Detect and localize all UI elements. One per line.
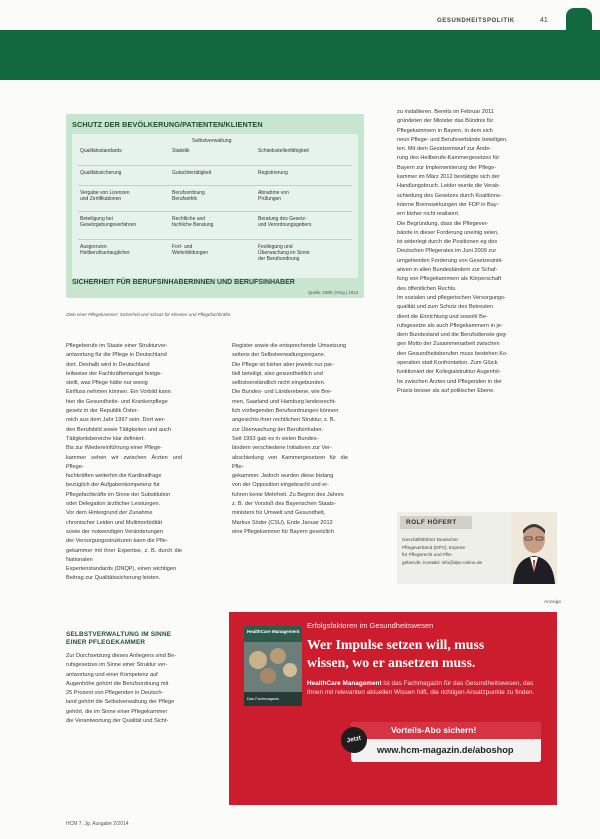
ad-body-text: ist das Fachmagazin für das Gesundheitswesen, das Ihnen mit relevanten aktuellen Wissen hilft, die richtigen Ansatzpunkte zu finden. [307, 680, 535, 696]
section-header: GESUNDHEITSPOLITIK [437, 18, 515, 24]
header-band [0, 30, 600, 80]
text-line: Die Pflege ist bisher aber jeweils nur par- [232, 361, 334, 368]
text-line: teilweise der Fachkräftemangel festge- [66, 370, 163, 377]
text-line: tiell beteiligt, also gesundheitlich und [232, 370, 323, 377]
ad-headline [307, 636, 484, 672]
text-line: oder Delegation ärztlicher Leistungen. [66, 501, 161, 508]
text-line: gen Motto der Zusammenarbeit zwischen [397, 341, 500, 348]
text-line: antwortung für die Pflege in Deutschland [66, 352, 167, 359]
text-line: Deutschen Pflegerates im Juni 2009 zur [397, 248, 497, 255]
text-line: rung des Heilberufe-Kammergesetzes für [397, 155, 500, 162]
diagram-title: SCHUTZ DER BEVÖLKERUNG/PATIENTEN/KLIENTEN [72, 120, 263, 129]
diagram-cell [258, 170, 288, 176]
diagram-cell-line: Schiedsstellenfähigkeit [258, 148, 309, 154]
article-column-1 [66, 342, 182, 584]
text-line: dient die Einrichtung und sowohl Be- [397, 313, 488, 320]
text-line: von der Opposition eingebracht und er- [232, 482, 330, 489]
diagram-cell [172, 148, 190, 154]
text-line: qualität und zum Schutz des Betreuten [397, 304, 494, 311]
diagram-row-divider [78, 185, 352, 186]
diagram-cell [80, 170, 121, 176]
author-bio [402, 536, 510, 566]
text-line: hier die Gesundheits- und Krankenpflege [66, 398, 168, 405]
text-line: gesetz in der Republik Öster- [66, 408, 139, 415]
text-line: eine Pflegekammer für Bayern gesetzlich [232, 528, 334, 535]
author-bio-line: geberufe, Kontakt: info@dpv-online.de [402, 559, 483, 565]
advertisement[interactable] [229, 612, 557, 805]
text-line: selbstverständlich nicht eingebunden. [232, 380, 326, 387]
diagram-row-divider [78, 211, 352, 212]
magazine-cover-image-icon [244, 642, 302, 692]
text-line: angesichts ihrer rechtlichen Struktur, z. B. [232, 417, 336, 424]
text-line: fung von Pflegekammern als Körperschaft [397, 276, 502, 283]
text-line: fuhren keine Mehrheit. Zu Beginn des Jahres [232, 491, 344, 498]
text-line: Register sowie die entsprechende Umsetzung [232, 343, 347, 349]
text-line: funktioniert der Kollegialstruktur Augenhö- [397, 369, 501, 376]
diagram-cell-line: Vergabe von Lizenzen [80, 190, 130, 196]
author-name: ROLF HÖFERT [400, 516, 472, 529]
diagram-cell-line: Fort- und [172, 244, 193, 250]
text-line: Praxis besser als auf politischer Ebene. [397, 387, 495, 394]
diagram-bottom-title: SICHERHEIT FÜR BERUFSINHABERINNEN UND BERUFSINHABER [72, 279, 295, 286]
diagram-cell-line: Rechtliche und [172, 216, 206, 222]
text-line: Pflegekammern in Bayern, in dem sich [397, 127, 493, 134]
text-line: lich vorliegenden Berufsordnungen können [232, 408, 339, 415]
text-line: chronischer Leiden und Multimorbidität [66, 519, 163, 526]
abo-banner[interactable] [351, 722, 541, 762]
ad-body [307, 680, 543, 698]
text-line: Vor dem Hintergrund der Zunahme [66, 510, 153, 517]
diagram-cell-line: Statistik [172, 148, 190, 154]
article-column-2 [232, 342, 348, 537]
text-line: abschiedung von Kammergesetzen für die Pfle- [232, 454, 348, 470]
ad-title: Erfolgsfaktoren im Gesundheitswesen [307, 621, 434, 630]
text-line: Augenhöhe gehört die Berufsordnung mit [66, 680, 169, 687]
text-line: kammer sehen wir zwischen Ärzten und Pflege- [66, 454, 182, 470]
text-line: Seit 1993 gab es in vielen Bundes- [232, 435, 319, 442]
text-line: operation statt Konfrontation. Zum Glück [397, 360, 498, 367]
ad-headline-line: wissen, wo er ansetzen muss. [307, 655, 476, 670]
author-bio-line: für Pflegerecht und Pfle- [402, 552, 453, 557]
text-line: seitens der Selbstverwaltungsorgane. [232, 352, 326, 359]
jetzt-badge: Jetzt [339, 725, 370, 756]
ad-label: Anzeige [544, 599, 561, 604]
author-bio-line: Geschäftsführer Deutscher [402, 537, 459, 542]
text-line: Bis zur Wiedereinführung einer Pflege- [66, 445, 163, 452]
text-line: bände in dieser Forderung uneinig seien, [397, 229, 499, 236]
text-line: ativen in allen Bundesländern zur Schaf- [397, 267, 498, 274]
text-line: zur Überwachung der Berufsinhaber. [232, 426, 324, 433]
abo-shop-link[interactable]: www.hcm-magazin.de/aboshop [377, 745, 514, 755]
text-line: fachkräften weiterhin die Kardinalfrage [66, 473, 162, 480]
text-line: Pflegefachkräfte im Sinne der Substitution [66, 491, 171, 498]
text-line: bezüglich der Aufgabenkompetenz für [66, 482, 160, 489]
diagram-caption: Ziele einer Pflegekammer: Sicherheit und Schutz für Klienten und Pflegefachkräfte. [66, 312, 232, 317]
diagram-cell [172, 170, 211, 176]
text-line: Tätigkeitsbereiche klar definiert. [66, 435, 145, 442]
text-line: ern bisher nicht realisiert. [397, 211, 460, 218]
diagram-cell-line: Prüfungen [258, 196, 282, 202]
diagram-cell-line: Registrierung [258, 170, 288, 176]
text-line: gehört, die im Sinne einer Pflegekammer [66, 708, 168, 715]
diagram-cell [172, 216, 213, 228]
text-line: ist widerlegt durch die Positionen eg des [397, 239, 498, 246]
diagram-cell [258, 190, 289, 202]
diagram-cell-line: der Berufsordnung [258, 256, 300, 262]
diagram-cell [80, 190, 129, 202]
text-line: des öffentlichen Rechts. [397, 285, 457, 292]
diagram-cell-line: fachliche Beratung [172, 222, 214, 228]
text-line: die Verantwortung der Qualität und Sicht- [66, 718, 169, 725]
text-line: schiedung des Gesetzes durch Koalitions- [397, 192, 502, 199]
text-line: gründeten der Minister das Bündnis für [397, 118, 494, 125]
diagram-row-divider [78, 239, 352, 240]
text-line: gekammer. Jedoch wurden diese bislang [232, 473, 334, 480]
text-line: Markus Söder (CSU), Ende Januar 2012 [232, 519, 333, 526]
text-line: stellt, was Pflege hätte nur wenig [66, 380, 148, 387]
text-line: interne Bremswirkungen der FDP in Bay- [397, 201, 499, 208]
text-line: ten. Mit dem Gesetzentwurf zur Ände- [397, 146, 492, 153]
text-line: umgehenden Forderung von Gesetzesiniti- [397, 257, 504, 264]
kammer-diagram [66, 114, 364, 298]
diagram-credit: Quelle: DBfK (Hrsg.) 2014 [308, 290, 358, 295]
text-line: rufsgesetze als auch Pflegekammern in je- [397, 322, 503, 329]
magazine-cover [244, 626, 302, 706]
diagram-cell-line: Beratung des Gesetz- [258, 216, 307, 222]
text-line: Handlungsbruch. Leider wurde die Verab- [397, 183, 501, 190]
diagram-cell-line: Gutachtertätigkeit [172, 170, 212, 176]
text-line: den Berufsbild sowie Tätigkeiten und auch [66, 426, 172, 433]
ad-headline-line: Wer Impulse setzen will, muss [307, 637, 485, 652]
text-line: Die Begründung, dass die Pflegever- [397, 220, 489, 227]
text-line: sowie der notwendigen Veränderungen [66, 528, 164, 535]
diagram-cell-line: Abnahme von [258, 190, 289, 196]
diagram-cell [80, 216, 136, 228]
text-line: rufsgesetzes im Sinne einer Struktur ver- [66, 662, 168, 669]
subheading-selbstverwaltung: SELBSTVERWALTUNG IM SINNE EINER PFLEGEKAMMER [66, 631, 172, 647]
diagram-cell [258, 216, 311, 228]
author-bio-line: Pflegeverband (DPV), Experte [402, 544, 466, 550]
magazine-cover-title: HealthCare Management [247, 629, 300, 634]
diagram-cell-line: Heilberufsuntauglicher [80, 250, 130, 256]
diagram-cell-line: und Zertifikationen [80, 196, 122, 202]
text-line: Einfluss nehmen können. Ein Vorbild kann [66, 389, 171, 396]
text-line: Im sozialen und pflegerischen Versorgungs- [397, 294, 506, 301]
text-line: Die Bundes- und Länderebene, wie Bre- [232, 389, 332, 396]
page-number: 41 [540, 17, 548, 24]
diagram-cell [258, 244, 310, 262]
text-line: zu installieren. Bereits im Februar 2011 [397, 109, 494, 115]
diagram-selbstverwaltung-label: Selbstverwaltung [192, 138, 232, 144]
author-photo [511, 512, 557, 584]
diagram-cell-line: Qualitätssicherung [80, 170, 122, 176]
text-line: Zur Durchsetzung dieses Anliegens sind Be- [66, 653, 177, 659]
diagram-row-divider [78, 165, 352, 166]
text-line: ministers für Umwelt und Gesundheit, [232, 510, 326, 517]
text-line: neun Pflege- und Berufsverbände beteiligen. [397, 136, 508, 143]
text-line: he zwischen Ärzten und Pflegenden in der [397, 378, 502, 385]
diagram-cell [172, 190, 205, 202]
diagram-cell [80, 148, 122, 154]
text-line: Beitrag zur Qualitätssicherung leisten. [66, 575, 161, 582]
diagram-cell [258, 148, 309, 154]
article-column-1-continued [66, 652, 182, 726]
text-line: kammer im März 2012 bestätigte sich der [397, 174, 500, 181]
text-line: ländern verschiedene Initiativen zur Ver- [232, 445, 332, 452]
text-line: 25 Prozent von Pflegenden in Deutsch- [66, 690, 164, 697]
diagram-cell [80, 244, 130, 256]
article-column-3 [397, 108, 515, 396]
text-line: der Versorgungsstrukturen kann die Pfle- [66, 538, 168, 545]
text-line: Pflegeberufe im Staate einer Strukturver- [66, 343, 168, 349]
ad-body-bold: HealthCare Management [307, 680, 382, 687]
text-line: land gehört die Selbstverwaltung der Pflege [66, 699, 175, 706]
diagram-cell-line: Ausgrenzen [80, 244, 107, 250]
text-line: dort. Deshalb wird in Deutschland [66, 361, 150, 368]
diagram-cell-line: Qualitätsstandards [80, 148, 122, 154]
section-tab [566, 8, 592, 30]
author-portrait-icon [511, 512, 557, 584]
abo-banner-title: Vorteils-Abo sichern! [391, 725, 477, 735]
text-line: den Gesundheitsberufen muss bestehen Ko- [397, 350, 509, 357]
diagram-cell-line: Festlegung und [258, 244, 293, 250]
text-line: Bayern zur Implementierung der Pflege- [397, 164, 497, 171]
text-line: antwortung und einer Kompetenz auf [66, 671, 158, 678]
diagram-cell-line: Gesetzgebungsverfahren [80, 222, 137, 228]
text-line: men, Saarland und Hamburg landesrecht- [232, 398, 337, 405]
page-footer: HCM 7. Jg. Ausgabe 2/2014 [66, 821, 129, 827]
text-line: dem Bundesland und die Berufsdienste geg- [397, 332, 508, 339]
diagram-cell-line: Weiterbildungen [172, 250, 209, 256]
diagram-cell-line: Überwachung im Sinne [258, 250, 310, 256]
diagram-cell-line: Berufsordnung [172, 190, 205, 196]
diagram-cell-line: Berufsethik [172, 196, 198, 202]
diagram-grid [72, 134, 358, 278]
magazine-cover-footer: Das Fachmagazin [247, 696, 280, 701]
diagram-cell-line: Beteiligung bei [80, 216, 113, 222]
text-line: reich aus dem Jahr 1997 sein. Dort wer- [66, 417, 166, 424]
text-line: gekammer mit ihrer Expertise, z. B. durch die Nationalen [66, 547, 182, 563]
diagram-cell [172, 244, 208, 256]
text-line: z. B. der Vorstoß des Bayerischen Staats- [232, 501, 336, 508]
text-line: Expertenstandards (DNQP), einen wichtigen [66, 566, 177, 573]
diagram-cell-line: und Verordnungsgebers [258, 222, 312, 228]
